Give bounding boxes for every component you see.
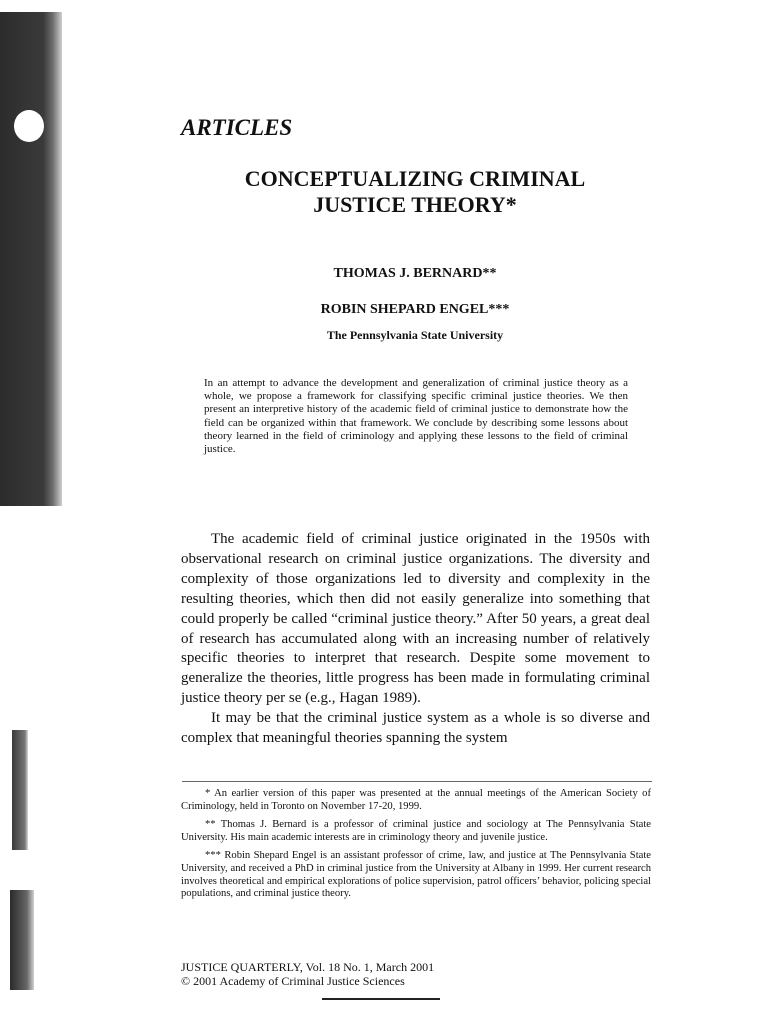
copyright-line: © 2001 Academy of Criminal Justice Sciences [181,974,405,988]
scan-edge-shadow [10,890,34,990]
author-name: THOMAS J. BERNARD** [333,266,497,281]
body-paragraph: It may be that the criminal justice system as a whole is so diverse and complex that meaningful theories spanning the system [181,710,650,747]
scan-binding-strip [0,12,62,506]
journal-info [181,960,434,988]
article-title [180,166,650,218]
footnotes [181,788,651,907]
abstract: In an attempt to advance the development and generalization of criminal justice theory as a whole, we propose a framework for classifying specific criminal justice theories. We then present an interpretive history of the academic field of criminal justice to demonstrate how the field can be organized within that framework. We conclude by describing some lessons about theory learned in the field of criminology and applying these lessons to the field of criminal justice. [204,377,628,456]
title-line: JUSTICE THEORY* [313,192,517,217]
punch-hole [14,110,44,142]
journal-citation: JUSTICE QUARTERLY, Vol. 18 No. 1, March 2001 [181,960,435,974]
author-name: ROBIN SHEPARD ENGEL*** [320,302,510,317]
page-bottom-rule [322,998,440,1000]
body-text [181,530,650,749]
footnote: *** Robin Shepard Engel is an assistant professor of crime, law, and justice at The Pennsylvania State University, and received a PhD in criminal justice from the University at Albany in 1999. Her current research involves theoretical and empirical explorations of police supervision, patrol officers’ behavior, policing special populations, and criminal justice theory. [181,850,651,900]
footnote-divider [182,781,652,782]
body-paragraph: The academic field of criminal justice originated in the 1950s with observational research on criminal justice organizations. The diversity and complexity of those organizations led to diversity and complexity in the resulting theories, which then did not easily generalize into something that could properly be called “criminal justice theory.” After 50 years, a great deal of research has accumulated along with an increasing number of relatively specific theories to interpret that research. Despite some movement to generalize the theories, little progress has been made in formulating criminal justice theory per se (e.g., Hagan 1989). [181,531,650,707]
footnote: * An earlier version of this paper was presented at the annual meetings of the American Society of Criminology, held in Toronto on November 17-20, 1999. [181,788,651,812]
scan-edge-shadow [12,730,28,850]
footnote: ** Thomas J. Bernard is a professor of criminal justice and sociology at The Pennsylvania State University. His main academic interests are in criminology theory and juvenile justice. [181,819,651,843]
section-label: ARTICLES [181,115,293,140]
author-affiliation: The Pennsylvania State University [326,328,504,342]
title-line: CONCEPTUALIZING CRIMINAL [244,166,586,191]
